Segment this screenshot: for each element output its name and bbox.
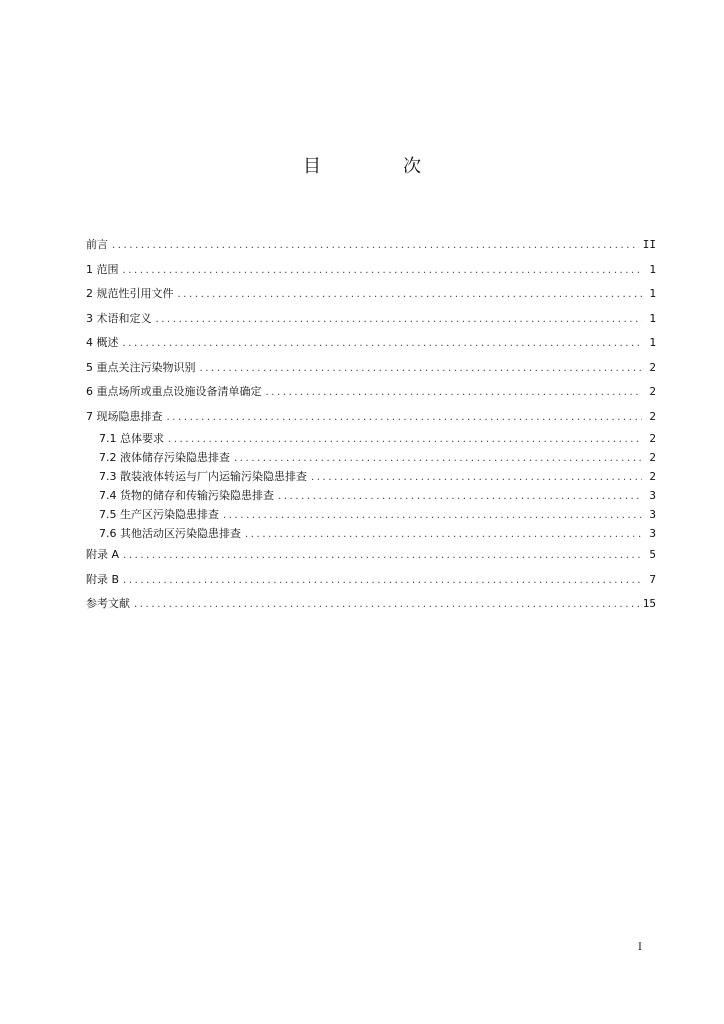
toc-entry-label: 7.6 其他活动区污染隐患排查	[99, 527, 241, 540]
toc-entry-label: 附录 A	[86, 548, 120, 561]
dot-leader	[266, 381, 643, 406]
toc-entry-label: 7.2 液体储存污染隐患排查	[99, 451, 230, 464]
toc-entry-terms[interactable]	[86, 307, 656, 332]
dot-leader	[168, 430, 642, 449]
toc-entry-page: 2	[649, 360, 656, 374]
toc-entry-7-5[interactable]	[86, 505, 656, 524]
dot-leader	[112, 234, 639, 259]
toc-entry-overview[interactable]	[86, 331, 656, 356]
toc-entry-label: 7.1 总体要求	[99, 432, 164, 445]
toc-entry-page: 2	[649, 470, 656, 483]
toc-entry-label: 参考文献	[86, 597, 130, 610]
toc-entry-site-inspection[interactable]	[86, 405, 656, 430]
toc-entry-7-1[interactable]	[86, 429, 656, 448]
dot-leader	[167, 406, 643, 431]
toc-entry-page: 1	[649, 262, 656, 276]
dot-leader	[245, 525, 642, 544]
toc-entry-pollutant-identification[interactable]	[86, 356, 656, 381]
dot-leader	[156, 308, 643, 333]
dot-leader	[200, 357, 643, 382]
toc-entry-page: 3	[649, 527, 656, 540]
dot-leader	[123, 544, 642, 569]
dot-leader	[123, 259, 643, 284]
toc-entry-page: 2	[649, 432, 656, 445]
toc-entry-bibliography[interactable]	[86, 592, 656, 617]
toc-entry-label: 2 规范性引用文件	[86, 287, 174, 300]
toc-entry-label: 6 重点场所或重点设施设备清单确定	[86, 385, 262, 398]
toc-entry-label: 4 概述	[86, 336, 119, 349]
dot-leader	[134, 593, 639, 618]
dot-leader	[278, 487, 642, 506]
toc-entry-page: 2	[649, 409, 656, 423]
toc-entry-page: 3	[649, 489, 656, 502]
toc-entry-page: 2	[649, 385, 656, 398]
toc-entry-key-sites[interactable]	[86, 380, 656, 405]
toc-entry-page: 3	[649, 508, 656, 521]
table-of-contents	[86, 233, 656, 617]
toc-entry-page: 1	[649, 311, 656, 325]
toc-entry-page: 1	[649, 336, 656, 349]
toc-entry-page: 1	[649, 287, 656, 300]
toc-entry-page: 7	[649, 572, 656, 586]
toc-entry-label: 7.5 生产区污染隐患排查	[99, 508, 219, 521]
toc-title: 目 次	[303, 156, 453, 177]
toc-entry-page: 15	[642, 597, 656, 610]
toc-entry-normative-references[interactable]	[86, 282, 656, 307]
toc-entry-page: II	[642, 238, 656, 251]
toc-entry-7-2[interactable]	[86, 448, 656, 467]
toc-entry-7-6[interactable]	[86, 524, 656, 543]
toc-entry-appendix-b[interactable]	[86, 568, 656, 593]
toc-entry-label: 7.4 货物的储存和传输污染隐患排查	[99, 489, 274, 502]
toc-entry-label: 5 重点关注污染物识别	[86, 360, 196, 374]
dot-leader	[178, 283, 643, 308]
toc-entry-label: 3 术语和定义	[86, 311, 152, 325]
toc-entry-foreword[interactable]	[86, 233, 656, 258]
toc-entry-label: 附录 B	[86, 572, 120, 586]
toc-entry-label: 前言	[86, 238, 108, 251]
toc-entry-label: 7 现场隐患排查	[86, 409, 163, 423]
toc-entry-scope[interactable]	[86, 258, 656, 283]
page-number: I	[638, 942, 642, 953]
dot-leader	[123, 332, 643, 357]
toc-entry-7-4[interactable]	[86, 486, 656, 505]
toc-entry-page: 5	[649, 548, 656, 561]
toc-entry-appendix-a[interactable]	[86, 543, 656, 568]
toc-entry-label: 7.3 散装液体转运与厂内运输污染隐患排查	[99, 470, 307, 483]
toc-entry-label: 1 范围	[86, 262, 119, 276]
dot-leader	[123, 569, 642, 594]
dot-leader	[311, 468, 642, 487]
dot-leader	[234, 449, 642, 468]
toc-entry-page: 2	[649, 451, 656, 464]
toc-entry-7-3[interactable]	[86, 467, 656, 486]
dot-leader	[223, 506, 642, 525]
